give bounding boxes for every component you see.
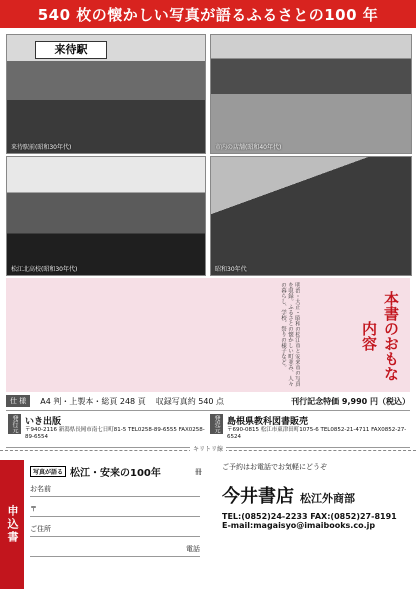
photo-caption: 市内の店舗(昭和40年代) [215, 144, 282, 151]
spec-price: 刊行記念特価 9,990 円（税込） [291, 396, 410, 406]
zip-label: 〒 [30, 505, 37, 513]
spec-format: A4 判・上製本・総頁 248 頁 [40, 396, 146, 406]
distributor-name: 島根県教科図書販売 [227, 417, 309, 427]
publisher-info: 〒940-2116 新潟県長岡市南七日町81-5 TEL0258-89-6555 FAX0258-89-6554 [25, 427, 205, 440]
store-tel[interactable]: TEL:(0852)24-2233 FAX:(0852)27-8191 [222, 512, 397, 521]
spec-row [6, 394, 410, 408]
distributor-info: 〒690-0815 松江市東津田町1075-6 TEL0852-21-4711 FAX0852-27-6524 [227, 427, 407, 440]
store-note: ご予約はお電話でお気軽にどうぞ [222, 463, 327, 471]
name-label: お名前 [30, 485, 51, 493]
contents-text: 明治・大正・昭和の松江市と安来市の写真を収録。ふるさとの懐かしい町並み、人々の暮らし、学校、祭りの様子など。 [280, 282, 300, 387]
store-email[interactable]: E-mail:magaisyo@imaibooks.co.jp [222, 521, 376, 530]
store-branch: 松江外商部 [300, 492, 355, 505]
order-tag: 申込書 [0, 460, 24, 589]
photo-shop [210, 34, 412, 154]
order-qty-label[interactable]: 冊 [194, 467, 202, 476]
photo-school [6, 156, 206, 276]
page-title: 540 枚の懐かしい写真が語るふるさとの100 年 [0, 0, 416, 28]
photo-caption: 昭和30年代 [215, 266, 247, 273]
distributor [208, 411, 410, 447]
cut-label: キリトリ線 [190, 444, 226, 453]
zip-field[interactable] [30, 504, 200, 517]
publisher-name: いき出版 [25, 417, 62, 427]
order-book-title: 松江・安来の100年 [70, 468, 161, 479]
photo-station [6, 34, 206, 154]
store-name-text: 今井書店 [222, 486, 294, 507]
name-field[interactable] [30, 484, 200, 497]
publisher-tag: 発行元 [8, 414, 21, 434]
contents-section [6, 278, 410, 392]
photo-cablecar [210, 156, 412, 276]
publisher-row [6, 410, 410, 448]
address-label: ご住所 [30, 525, 51, 533]
store-name [222, 482, 412, 508]
distributor-tag: 発売元 [210, 414, 223, 434]
photo-caption: 来待駅前(昭和30年代) [11, 144, 72, 151]
publisher [6, 411, 208, 447]
spec-photos: 収録写真約 540 点 [155, 396, 225, 406]
phone-field[interactable] [30, 544, 200, 557]
order-badge: 写真が語る [30, 466, 66, 477]
photo-grid [6, 34, 410, 274]
contents-title: 本書のおもな内容 [360, 291, 400, 381]
order-title [30, 464, 202, 479]
photo-caption: 松江北高校(昭和30年代) [11, 266, 78, 273]
station-sign: 来待駅 [35, 41, 107, 59]
spec-tag: 仕 様 [6, 395, 30, 407]
store-info [222, 462, 412, 530]
address-field[interactable] [30, 524, 200, 537]
order-form [0, 460, 416, 589]
phone-label: 電話 [186, 545, 200, 553]
